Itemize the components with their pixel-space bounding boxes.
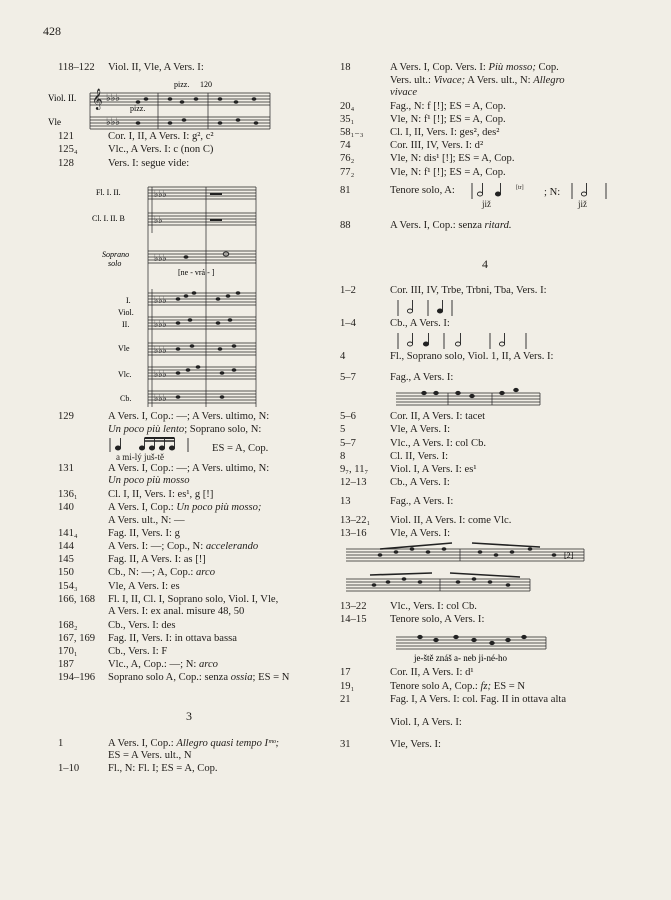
entry-text-2: ; N:	[544, 187, 561, 199]
entry-text-3: Vers. ult.:	[390, 74, 434, 86]
entry-12-13	[340, 477, 630, 490]
label-flute: Fl. I. II.	[96, 187, 121, 197]
label-viol-i: I.	[126, 295, 131, 305]
tempo-marking: Un poco più mosso;	[176, 501, 262, 513]
entry-121	[58, 131, 320, 144]
measure-number: 76₂	[340, 153, 355, 165]
measure-number: 118–122	[58, 62, 95, 73]
measure-number: 1	[58, 737, 64, 749]
staff-label-vle: Vle	[48, 117, 61, 128]
entry-140	[58, 502, 320, 527]
entry-text: Cb., N: —; A, Cop.:	[108, 567, 196, 579]
measure-number: 131	[58, 462, 74, 474]
tempo-marking: Più mosso;	[488, 62, 536, 73]
measure-number: 150	[58, 567, 74, 579]
pizz-label-2: pizz.	[130, 104, 146, 114]
articulation: arco	[198, 659, 218, 671]
measure-number: 13–22₁	[340, 514, 371, 526]
entry-text: A Vers. I, Cop.: senza	[390, 219, 485, 231]
entry-131	[58, 463, 320, 488]
svg-text:♭♭♭: ♭♭♭	[154, 392, 167, 403]
measure-number: 128	[58, 157, 74, 169]
measure-number: 5–7	[340, 372, 356, 384]
entry-1-2	[340, 285, 630, 298]
svg-text:♭♭: ♭♭	[154, 214, 163, 225]
entry-text: Soprano solo A, Cop.: senza	[108, 672, 231, 684]
measure-number: 140	[58, 501, 74, 513]
entry-1-4	[340, 318, 630, 331]
svg-text:♭♭♭: ♭♭♭	[154, 294, 167, 305]
entry-text: Vers. I: segue vide:	[108, 157, 190, 169]
entry-76	[340, 153, 630, 166]
entry-text-2: ; Soprano solo, N:	[184, 423, 262, 435]
entry-118	[58, 62, 320, 75]
entry-text: Cor. I, II, A Vers. I: g², c²	[108, 131, 214, 143]
measure-number: 136₁	[58, 488, 78, 500]
measure-number: 31	[340, 739, 351, 751]
tempo-marking: Un poco più mosso	[108, 475, 190, 487]
lyric-jiz-2: již	[578, 199, 587, 210]
rhythm-1-4	[340, 331, 630, 351]
lyric-text: a mi-lý juš-tě	[116, 452, 164, 463]
entry-5-7-vlc	[340, 438, 630, 451]
entry-170	[58, 646, 320, 659]
section-heading-4: 4	[482, 256, 488, 271]
rhythm-1-2	[340, 298, 630, 318]
entry-77	[340, 167, 630, 180]
pizz-label: pizz.	[174, 80, 190, 90]
measure-number: 81	[340, 185, 351, 197]
entry-text-2: ES = A Vers. ult., N	[108, 750, 192, 762]
entry-13	[340, 496, 630, 509]
entry-text: Viol. II, A Vers. I: come Vlc.	[390, 514, 512, 526]
entry-text-2: ES = N	[491, 680, 526, 692]
notes	[92, 89, 258, 128]
entry-text: Cb., A Vers. I:	[390, 318, 450, 330]
measure-number: 129	[58, 410, 74, 422]
entry-text: Cb., A Vers. I:	[390, 477, 450, 489]
measure-number: 167, 169	[58, 632, 96, 644]
entry-13-22-vlc	[340, 601, 630, 614]
entry-text: Cor. II, A Vers. I: tacet	[390, 411, 486, 423]
entry-5-6	[340, 411, 630, 424]
entry-text: Vlc., Vers. I: col Cb.	[390, 601, 477, 613]
measure-number: 35₁	[340, 113, 355, 125]
entry-text: Cb., Vers. I: des	[108, 619, 176, 631]
bracket-2-label: [2]	[564, 551, 574, 561]
tempo-marking-2: Vivace;	[433, 74, 466, 86]
entry-text: Vle, N: f¹ [!]; ES = A, Cop.	[390, 166, 506, 178]
measure-number: 187	[58, 659, 74, 671]
entry-21	[340, 694, 630, 707]
measure-number: 17	[340, 667, 351, 679]
measure-number: 21	[340, 693, 351, 705]
entry-166	[58, 594, 320, 619]
measure-number: 166, 168	[58, 593, 96, 605]
entry-text: Vle, A Vers. I:	[390, 424, 451, 436]
tempo-marking: Un poco più lento	[108, 423, 185, 435]
measure-number: 13–16	[340, 527, 367, 539]
entry-text: Fag. II, A Vers. I: as [!]	[108, 554, 206, 566]
measure-number: 88	[340, 219, 351, 231]
entry-31	[340, 739, 630, 752]
entry-5-7-fag	[340, 372, 630, 385]
entry-text: Vle, N: dis¹ [!]; ES = A, Cop.	[390, 153, 515, 165]
entry-18	[340, 62, 630, 100]
measure-number: 18	[340, 62, 351, 73]
entry-13-22	[340, 515, 630, 528]
tempo-marking: Allegro quasi tempo Iᵐᵒ;	[176, 737, 280, 749]
entry-text-2: A Vers. I: ex anal. misure 48, 50	[108, 606, 245, 618]
label-solo: solo	[108, 258, 122, 268]
measure-number: 121	[58, 131, 74, 143]
entry-text: Viol. I, A Vers. I:	[390, 716, 462, 728]
entry-125	[58, 144, 320, 157]
measure-number: 144	[58, 540, 74, 552]
entry-text: Vlc., A Vers. I: col Cb.	[390, 437, 487, 449]
entry-19	[340, 681, 630, 694]
measure-number: 1–4	[340, 318, 356, 330]
measure-number: 74	[340, 140, 351, 152]
label-cb: Cb.	[120, 393, 132, 403]
entry-text: Vlc., A Vers. I: c (non C)	[108, 144, 214, 156]
es-note: ES = A, Cop.	[212, 442, 269, 454]
staff-5-7-fag	[340, 385, 630, 411]
soprano-lyric: [ne - vrá - ]	[178, 267, 215, 277]
lyric-jiz: již	[482, 199, 491, 210]
entry-14-15	[340, 614, 630, 627]
entry-text: Vle, A Vers. I: es	[108, 580, 180, 592]
measure-number: 14–15	[340, 614, 367, 626]
measure-number: 154₃	[58, 580, 78, 592]
entry-text: Cl. I, II, Vers. I: es¹, g [!]	[108, 488, 214, 500]
measure-number: 125₄	[58, 144, 78, 156]
tempo-marking: ritard.	[484, 219, 512, 231]
entry-text: Fl. I, II, Cl. I, Soprano solo, Viol. I, Vle,	[108, 593, 279, 605]
entry-text: A Vers. I, Cop.: —; A Vers. ultimo, N:	[108, 462, 270, 474]
left-column	[48, 62, 320, 777]
entry-text: Cl. II, Vers. I:	[390, 450, 449, 462]
label-soprano: Soprano	[102, 249, 130, 259]
measure-120-label: 120	[200, 80, 212, 90]
entry-text: A Vers. I, Cop. Vers. I:	[390, 62, 489, 73]
entry-13-16	[340, 528, 630, 541]
entry-text: Fag. II, Vers. I: g	[108, 527, 180, 539]
entry-text: Fag., A Vers. I:	[390, 372, 454, 384]
tempo-marking-4: vivace	[390, 87, 418, 99]
ossia: ossia	[230, 672, 253, 684]
entry-145	[58, 554, 320, 567]
entry-text: Cor. II, A Vers. I: d¹	[390, 667, 474, 679]
label-vle: Vle	[118, 343, 130, 353]
music-example-viol-vle	[48, 75, 320, 131]
svg-text:♭♭♭: ♭♭♭	[154, 252, 167, 263]
entry-168	[58, 620, 320, 633]
entry-text: Fag. I, A Vers. I: col. Fag. II in ottava alta	[390, 693, 567, 705]
entry-text: Viol. I, A Vers. I: es¹	[390, 464, 477, 476]
entry-text: Cl. I, II, Vers. I: ges², des²	[390, 127, 500, 139]
entry-text: Cor. III, IV, Vers. I: d²	[390, 140, 484, 152]
entry-text: Tenore solo A, Cop.:	[390, 680, 481, 692]
measure-number: 168₂	[58, 619, 78, 631]
entry-20	[340, 101, 630, 114]
measure-number: 12–13	[340, 477, 367, 489]
entry-text: Cb., Vers. I: F	[108, 646, 168, 658]
label-vlc: Vlc.	[118, 369, 132, 379]
measure-number: 170₁	[58, 646, 78, 658]
entry-text: Tenore solo, A:	[390, 185, 455, 197]
trill-mark: [tr]	[516, 185, 524, 192]
svg-text:♭♭♭: ♭♭♭	[106, 117, 121, 129]
s3-entry-1	[58, 738, 320, 763]
entry-text: Vle, N: f¹ [!]; ES = A, Cop.	[390, 113, 506, 125]
measure-number: 77₂	[340, 166, 355, 178]
measure-number: 20₄	[340, 100, 355, 112]
entry-141	[58, 528, 320, 541]
entry-194	[58, 672, 320, 685]
label-clarinet: Cl. I. II. B	[92, 213, 125, 223]
rhythm-notation-a	[470, 181, 510, 201]
entry-21-viol	[340, 717, 630, 730]
entry-text: Viol. II, Vle, A Vers. I:	[108, 62, 204, 73]
measure-number: 4	[340, 351, 346, 363]
measure-number: 1–10	[58, 763, 80, 775]
section-heading-3: 3	[186, 709, 192, 724]
measure-number: 13–22	[340, 601, 367, 613]
staff-label-viol-ii: Viol. II.	[48, 93, 77, 104]
entry-144	[58, 541, 320, 554]
entry-text: Tenore solo, A Vers. I:	[390, 614, 485, 626]
entry-150	[58, 567, 320, 580]
measure-number: 9₇, 11₇	[340, 464, 369, 476]
measure-number: 13	[340, 495, 351, 507]
entry-text-2: ; ES = N	[252, 672, 290, 684]
entry-129	[58, 411, 320, 462]
entry-88	[340, 220, 630, 233]
entry-text: Fag. II, Vers. I: in ottava bassa	[108, 632, 237, 644]
tenore-lyric: je-ště znáš a- neb ji-né-ho	[414, 653, 507, 664]
s3-entry-1-10	[58, 763, 320, 776]
entry-81	[340, 185, 630, 219]
measure-number: 194–196	[58, 672, 96, 684]
entry-74	[340, 140, 630, 153]
entry-9	[340, 464, 630, 477]
entry-167	[58, 633, 320, 646]
svg-text:𝄞: 𝄞	[92, 89, 103, 110]
page-number: 428	[43, 24, 61, 38]
measure-number: 5–7	[340, 437, 356, 449]
entry-136	[58, 489, 320, 502]
entry-text: Vlc., A, Cop.: —; N:	[108, 659, 199, 671]
measure-number: 1–2	[340, 284, 356, 296]
entry-text: Vle, A Vers. I:	[390, 527, 451, 539]
tempo-marking-3: Allegro	[533, 74, 565, 86]
measure-number: 19₁	[340, 680, 355, 692]
entry-text: A Vers. I, Cop.:	[108, 737, 177, 749]
svg-text:♭♭♭: ♭♭♭	[106, 93, 121, 105]
label-viol-ii: II.	[122, 319, 130, 329]
measure-number: 141₄	[58, 527, 78, 539]
articulation: arco	[196, 567, 216, 579]
entry-text: Fag., N: f [!]; ES = A, Cop.	[390, 100, 506, 112]
entry-187	[58, 659, 320, 672]
tempo-marking: accelerando	[205, 540, 259, 552]
staff-14-15-tenore	[340, 627, 630, 667]
measure-number: 5	[340, 424, 346, 436]
entry-text-2: A Vers. ult., N: —	[108, 514, 185, 526]
entry-35	[340, 114, 630, 127]
label-viol: Viol.	[118, 307, 134, 317]
svg-text:♭♭♭: ♭♭♭	[154, 318, 167, 329]
svg-text:♭♭♭: ♭♭♭	[154, 368, 167, 379]
entry-text: A Vers. I, Cop.: —; A Vers. ultimo, N:	[108, 410, 270, 422]
entry-5	[340, 424, 630, 437]
entry-text: A Vers. I: —; Cop., N:	[108, 540, 206, 552]
staff-13-16-vle	[340, 541, 630, 601]
entry-text: Vle, Vers. I:	[390, 739, 441, 751]
entry-8	[340, 451, 630, 464]
entry-text: Fl., Soprano solo, Viol. 1, II, A Vers. I:	[390, 351, 554, 363]
entry-154	[58, 581, 320, 594]
entry-text-2: Cop.	[535, 62, 559, 73]
entry-text: A Vers. I, Cop.:	[108, 501, 177, 513]
svg-text:♭♭♭: ♭♭♭	[154, 344, 167, 355]
entry-text-4: A Vers. ult., N:	[465, 74, 534, 86]
music-example-orchestral	[58, 171, 320, 409]
measure-number: 58₁₋₃	[340, 127, 364, 139]
measure-number: 145	[58, 554, 74, 566]
rhythm-notation-b	[570, 181, 610, 201]
entry-58	[340, 127, 630, 140]
entry-text: Fl., N: Fl. I; ES = A, Cop.	[108, 763, 218, 775]
entry-17	[340, 667, 630, 680]
right-column	[340, 62, 630, 752]
entry-text: Cor. III, IV, Trbe, Trbni, Tba, Vers. I:	[390, 284, 547, 296]
dynamic-marking: fz;	[480, 680, 492, 692]
entry-4	[340, 351, 630, 364]
entry-text: Fag., A Vers. I:	[390, 495, 454, 507]
measure-number: 8	[340, 450, 346, 462]
entry-128	[58, 158, 320, 171]
measure-number: 5–6	[340, 411, 356, 423]
svg-text:♭♭♭: ♭♭♭	[154, 188, 167, 199]
